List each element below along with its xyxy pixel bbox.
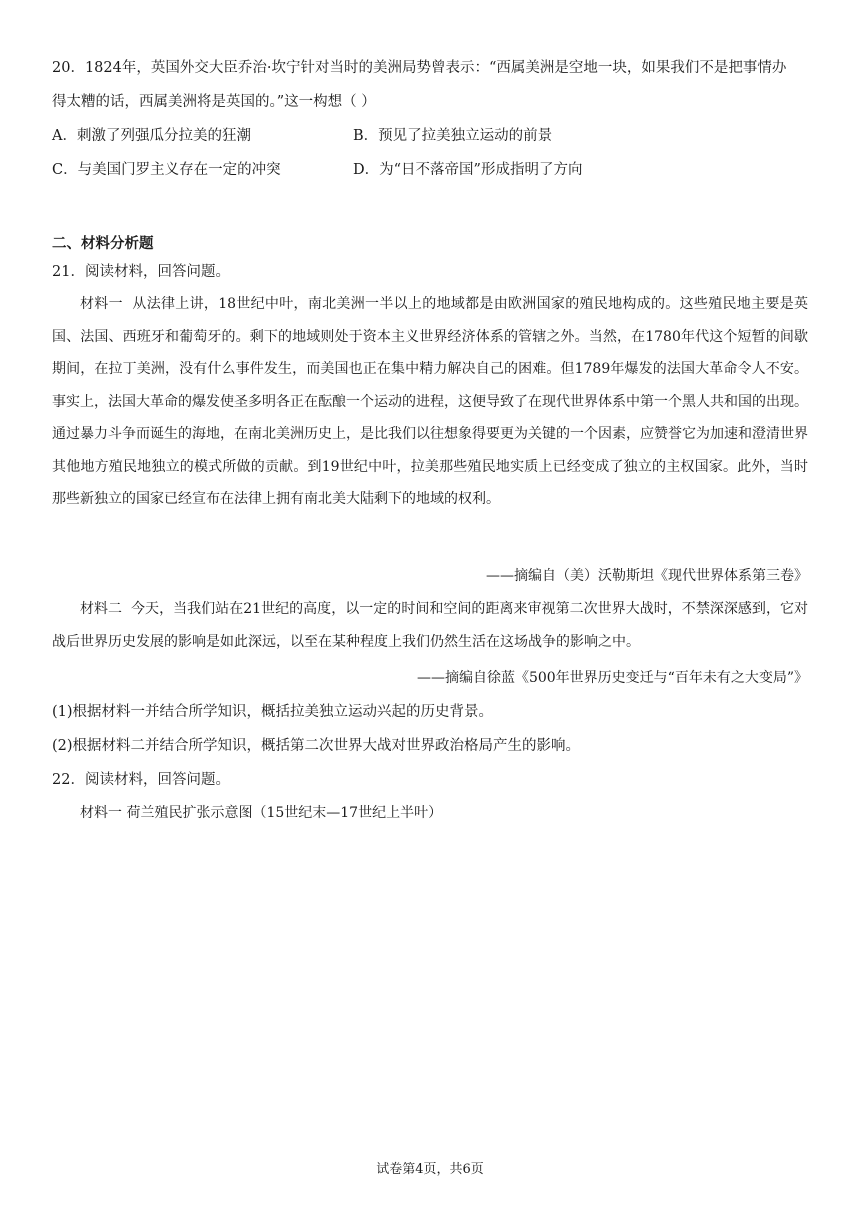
- q21-stem: 21．阅读材料，回答问题。: [52, 264, 230, 280]
- q21-material2-text: 今天，当我们站在21世纪的高度，以一定的时间和空间的距离来审视第二次世界大战时，不禁深深感到，它对战后世界历史发展的影响是如此深远，以至在某种程度上我们仍然生活在这场战争的影响之中。: [52, 601, 809, 650]
- q21-material2-label: 材料二: [80, 601, 123, 617]
- q20-option-a: A．刺激了列强瓜分拉美的狂潮: [52, 128, 251, 144]
- q20-stem-line1: 20．1824年，英国外交大臣乔治·坎宁针对当时的美洲局势曾表示：“西属美洲是空地一块，如果我们不是把事情办: [52, 60, 787, 76]
- q21-material1-label: 材料一: [80, 296, 123, 312]
- q20-option-c: C．与美国门罗主义存在一定的冲突: [52, 162, 281, 178]
- page-footer: 试卷第4页，共6页: [376, 1162, 484, 1177]
- q20-option-d: D．为“日不落帝国”形成指明了方向: [353, 162, 583, 178]
- q21-material2-source: ——摘编自徐蓝《500年世界历史变迁与“百年未有之大变局”》: [416, 670, 808, 686]
- q22-stem: 22．阅读材料，回答问题。: [52, 772, 230, 788]
- q20-stem-line2: 得太糟的话，西属美洲将是英国的。”这一构想（ ）: [52, 94, 376, 110]
- q21-material1: [52, 288, 808, 516]
- q21-material1-text: 从法律上讲，18世纪中叶，南北美洲一半以上的地域都是由欧洲国家的殖民地构成的。这些殖民地主要是英国、法国、西班牙和葡萄牙的。剩下的地域则处于资本主义世界经济体系的管辖之外。当然，在1780年代这个短暂的间歇期间，在拉丁美洲，没有什么事件发生，而美国也正在集中精力解决自己的困难。但1789年爆发的法国大革命令人不安。事实上，法国大革命的爆发使圣多明各正在酝酿一个运动的进程，这便导致了在现代世界体系中第一个黑人共和国的出现。通过暴力斗争而诞生的海地，在南北美洲历史上，是比我们以往想象得要更为关键的一个因素，应赞誉它为加速和澄清世界其他地方殖民地独立的模式所做的贡献。到19世纪中叶，拉美那些殖民地实质上已经变成了独立的主权国家。此外，当时那些新独立的国家已经宣布在法律上拥有南北美大陆剩下的地域的权利。: [52, 296, 809, 507]
- q21-sub2: (2)根据材料二并结合所学知识，概括第二次世界大战对世界政治格局产生的影响。: [52, 738, 581, 754]
- q21-material2: [52, 593, 808, 658]
- q21-sub1: (1)根据材料一并结合所学知识，概括拉美独立运动兴起的历史背景。: [52, 704, 494, 720]
- q22-material1-caption: 材料一 荷兰殖民扩张示意图（15世纪末—17世纪上半叶）: [80, 805, 443, 821]
- q20-option-b: B．预见了拉美独立运动的前景: [353, 128, 553, 144]
- section-title: 二、材料分析题: [52, 236, 154, 252]
- q21-material1-source: ——摘编自（美）沃勒斯坦《现代世界体系第三卷》: [486, 568, 808, 584]
